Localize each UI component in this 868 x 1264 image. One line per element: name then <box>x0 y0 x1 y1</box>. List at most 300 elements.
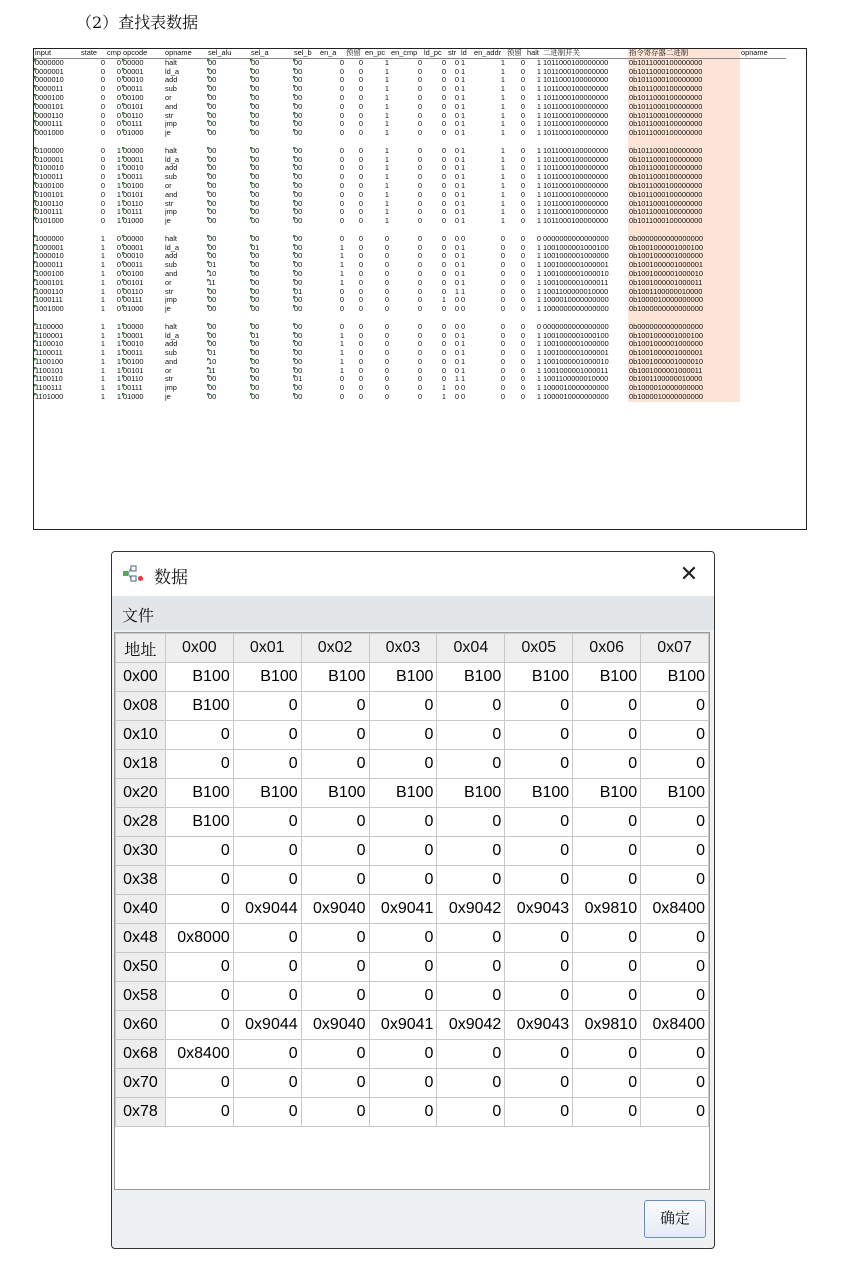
sheet-cell[interactable]: 00 <box>250 349 293 358</box>
sheet-cell[interactable]: 0b1011000100000000 <box>628 217 740 226</box>
memory-value-cell[interactable]: B100 <box>641 779 709 808</box>
sheet-cell[interactable]: 0 <box>454 349 459 358</box>
sheet-cell[interactable] <box>473 314 506 323</box>
sheet-cell[interactable]: 1 <box>460 287 466 296</box>
sheet-cell[interactable]: 1 <box>116 349 121 358</box>
sheet-cell[interactable]: 0 <box>500 357 505 366</box>
sheet-cell[interactable]: 0 <box>454 164 459 173</box>
sheet-cell[interactable]: 0 <box>417 340 422 349</box>
sheet-cell[interactable]: 1100011 <box>34 349 80 358</box>
sheet-cell[interactable]: 00 <box>293 191 319 200</box>
sheet-cell[interactable]: 0 <box>358 102 363 111</box>
sheet-cell[interactable]: 00000 <box>122 235 164 244</box>
sheet-cell[interactable]: 1011000100000000 <box>542 93 609 102</box>
sheet-cell[interactable]: and <box>164 102 178 111</box>
sheet-cell[interactable]: 00 <box>250 305 293 314</box>
sheet-cell[interactable]: 0 <box>358 305 363 314</box>
sheet-cell[interactable]: 1 <box>116 393 121 402</box>
sheet-cell[interactable] <box>122 226 164 235</box>
sheet-cell[interactable]: 1 <box>384 190 389 199</box>
sheet-cell[interactable]: 0 <box>116 67 121 76</box>
sheet-cell[interactable]: 0 <box>441 375 446 384</box>
sheet-cell[interactable]: halt <box>164 146 177 155</box>
memory-value-cell[interactable]: 0 <box>301 1069 369 1098</box>
sheet-cell[interactable]: 1011000100000000 <box>542 67 609 76</box>
sheet-cell[interactable]: 0 <box>454 111 459 120</box>
sheet-cell[interactable]: 00 <box>250 120 293 129</box>
sheet-cell[interactable]: 0 <box>417 76 422 85</box>
sheet-cell[interactable]: 00111 <box>122 120 164 129</box>
sheet-cell[interactable] <box>460 314 473 323</box>
sheet-cell[interactable]: 0 <box>520 366 525 375</box>
sheet-cell[interactable]: 0 <box>358 164 363 173</box>
sheet-cell[interactable]: 1 <box>460 93 466 102</box>
sheet-cell[interactable]: 00 <box>250 182 293 191</box>
sheet-cell[interactable]: 00 <box>293 270 319 279</box>
memory-value-cell[interactable]: 0 <box>505 721 573 750</box>
sheet-cell[interactable]: 1 <box>384 173 389 182</box>
sheet-cell[interactable]: 1001000001000001 <box>542 349 609 358</box>
sheet-cell[interactable]: 0 <box>358 67 363 76</box>
sheet-cell[interactable]: 0 <box>358 366 363 375</box>
memory-value-cell[interactable]: B100 <box>233 663 301 692</box>
sheet-cell[interactable]: 1100110 <box>34 375 80 384</box>
sheet-cell[interactable]: 0 <box>417 155 422 164</box>
sheet-cell[interactable]: 00 <box>293 305 319 314</box>
sheet-cell[interactable]: 0 <box>339 76 344 85</box>
close-icon[interactable]: ✕ <box>679 561 699 586</box>
memory-value-cell[interactable]: 0 <box>641 721 709 750</box>
sheet-cell[interactable]: 1 <box>500 93 505 102</box>
sheet-cell[interactable]: 0b0000000000000000 <box>628 235 740 244</box>
offset-column-header[interactable]: 0x01 <box>233 634 301 663</box>
sheet-cell[interactable]: 0 <box>384 384 389 393</box>
sheet-cell[interactable]: 1 <box>536 287 541 296</box>
sheet-cell[interactable]: 0 <box>358 322 363 331</box>
sheet-cell[interactable]: 0 <box>358 173 363 182</box>
sheet-cell[interactable]: 0 <box>358 296 363 305</box>
sheet-cell[interactable]: 0 <box>417 366 422 375</box>
sheet-cell[interactable]: 00111 <box>122 208 164 217</box>
sheet-cell[interactable]: 1 <box>460 190 466 199</box>
sheet-cell[interactable]: 00 <box>250 279 293 288</box>
sheet-cell[interactable]: 1 <box>116 155 121 164</box>
sheet-header-cell[interactable]: ld_pc <box>423 49 447 58</box>
sheet-cell[interactable]: 0 <box>500 269 505 278</box>
sheet-cell[interactable]: 0 <box>520 234 525 243</box>
sheet-cell[interactable]: 0 <box>116 261 121 270</box>
sheet-cell[interactable]: 1 <box>100 331 105 340</box>
sheet-cell[interactable] <box>740 279 786 288</box>
sheet-cell[interactable]: 1 <box>454 375 459 384</box>
sheet-cell[interactable]: 1 <box>460 366 466 375</box>
sheet-cell[interactable]: 1 <box>441 393 446 402</box>
sheet-cell[interactable]: 1 <box>500 111 505 120</box>
sheet-cell[interactable]: ld_a <box>164 155 179 164</box>
memory-value-cell[interactable]: 0 <box>369 866 437 895</box>
sheet-cell[interactable] <box>740 217 786 226</box>
sheet-cell[interactable]: 0 <box>358 76 363 85</box>
memory-value-cell[interactable]: 0 <box>573 1069 641 1098</box>
sheet-cell[interactable]: 00 <box>293 235 319 244</box>
sheet-cell[interactable]: 0 <box>520 102 525 111</box>
sheet-cell[interactable]: 0 <box>441 120 446 129</box>
sheet-cell[interactable]: 00 <box>250 173 293 182</box>
sheet-cell[interactable]: 0 <box>100 129 105 138</box>
sheet-cell[interactable]: 0 <box>339 181 344 190</box>
sheet-cell[interactable]: 0000101 <box>34 103 80 112</box>
sheet-cell[interactable] <box>250 226 293 235</box>
sheet-cell[interactable] <box>542 314 628 323</box>
sheet-cell[interactable]: 00101 <box>122 191 164 200</box>
memory-value-cell[interactable]: 0 <box>165 721 233 750</box>
sheet-cell[interactable]: 00100 <box>122 270 164 279</box>
sheet-cell[interactable]: 1001000001000000 <box>542 252 609 261</box>
sheet-cell[interactable] <box>34 226 80 235</box>
sheet-cell[interactable] <box>740 349 786 358</box>
sheet-cell[interactable]: 0 <box>358 146 363 155</box>
sheet-cell[interactable] <box>473 226 506 235</box>
sheet-cell[interactable] <box>80 226 106 235</box>
sheet-cell[interactable] <box>506 314 526 323</box>
memory-value-cell[interactable]: 0 <box>573 808 641 837</box>
sheet-cell[interactable]: 1 <box>384 58 389 67</box>
sheet-cell[interactable]: 00 <box>207 208 250 217</box>
sheet-cell[interactable]: 0 <box>520 296 525 305</box>
sheet-cell[interactable] <box>106 314 122 323</box>
sheet-cell[interactable]: 1 <box>460 199 466 208</box>
sheet-cell[interactable]: 00001 <box>122 156 164 165</box>
sheet-cell[interactable]: 0 <box>441 102 446 111</box>
sheet-cell[interactable]: 0 <box>454 331 459 340</box>
sheet-cell[interactable]: 0 <box>520 287 525 296</box>
sheet-header-cell[interactable]: halt <box>526 49 542 58</box>
sheet-cell[interactable]: 0 <box>441 278 446 287</box>
sheet-cell[interactable]: 1000001 <box>34 244 80 253</box>
memory-value-cell[interactable]: 0x9044 <box>233 1011 301 1040</box>
sheet-cell[interactable]: 1 <box>500 102 505 111</box>
sheet-cell[interactable]: 00011 <box>122 85 164 94</box>
memory-value-cell[interactable]: 0x8400 <box>165 1040 233 1069</box>
memory-value-cell[interactable]: 0 <box>505 837 573 866</box>
memory-value-cell[interactable]: 0x9041 <box>369 1011 437 1040</box>
sheet-cell[interactable]: 00 <box>293 58 319 67</box>
sheet-cell[interactable]: 0 <box>441 129 446 138</box>
sheet-cell[interactable]: 01000 <box>122 217 164 226</box>
sheet-cell[interactable]: 00 <box>207 156 250 165</box>
sheet-cell[interactable]: 00 <box>250 156 293 165</box>
sheet-cell[interactable]: 1 <box>500 173 505 182</box>
sheet-cell[interactable]: 00 <box>250 235 293 244</box>
sheet-cell[interactable]: or <box>164 93 172 102</box>
memory-value-cell[interactable]: 0 <box>437 1069 505 1098</box>
memory-value-cell[interactable]: 0 <box>505 1098 573 1127</box>
sheet-cell[interactable]: 00 <box>293 217 319 226</box>
sheet-cell[interactable] <box>250 138 293 147</box>
memory-value-cell[interactable]: 0 <box>301 1040 369 1069</box>
sheet-cell[interactable]: 0 <box>417 208 422 217</box>
sheet-cell[interactable]: 01 <box>250 244 293 253</box>
sheet-cell[interactable]: 1 <box>460 375 466 384</box>
sheet-cell[interactable]: 0 <box>339 305 344 314</box>
sheet-cell[interactable]: 0 <box>358 287 363 296</box>
sheet-cell[interactable] <box>740 375 786 384</box>
sheet-cell[interactable]: 00 <box>207 94 250 103</box>
sheet-cell[interactable]: 0b1001000001000000 <box>628 340 740 349</box>
menu-file[interactable]: 文件 <box>122 608 155 625</box>
sheet-cell[interactable] <box>628 138 740 147</box>
memory-value-cell[interactable]: 0 <box>573 982 641 1011</box>
sheet-cell[interactable]: 00 <box>293 349 319 358</box>
sheet-cell[interactable]: 00 <box>207 58 250 67</box>
sheet-cell[interactable]: 01000 <box>122 129 164 138</box>
sheet-cell[interactable]: 1001000001000010 <box>542 357 609 366</box>
sheet-cell[interactable]: 0 <box>454 261 459 270</box>
sheet-cell[interactable]: 00 <box>207 288 250 297</box>
memory-value-cell[interactable]: 0 <box>437 1040 505 1069</box>
sheet-cell[interactable]: 0 <box>339 234 344 243</box>
sheet-cell[interactable]: 1 <box>460 357 466 366</box>
sheet-cell[interactable] <box>740 314 786 323</box>
sheet-header-cell[interactable]: 二进制开关 <box>542 49 628 58</box>
sheet-cell[interactable]: 1 <box>384 93 389 102</box>
sheet-cell[interactable]: 00 <box>207 112 250 121</box>
sheet-cell[interactable]: jmp <box>164 296 177 305</box>
sheet-cell[interactable]: 1000011 <box>34 261 80 270</box>
sheet-cell[interactable]: 1000010000000000 <box>542 296 609 305</box>
sheet-cell[interactable]: sub <box>164 85 177 94</box>
memory-value-cell[interactable]: 0 <box>233 837 301 866</box>
sheet-cell[interactable]: 1000111 <box>34 296 80 305</box>
sheet-cell[interactable]: 1 <box>460 331 466 340</box>
sheet-cell[interactable] <box>740 129 786 138</box>
memory-value-cell[interactable]: 0 <box>573 721 641 750</box>
sheet-cell[interactable]: 0 <box>454 234 459 243</box>
sheet-cell[interactable]: 1 <box>536 252 541 261</box>
sheet-cell[interactable]: and <box>164 357 178 366</box>
sheet-cell[interactable]: 0 <box>500 366 505 375</box>
sheet-cell[interactable] <box>293 226 319 235</box>
sheet-cell[interactable]: 00 <box>207 200 250 209</box>
sheet-cell[interactable]: 1 <box>536 243 541 252</box>
sheet-cell[interactable]: 0 <box>520 322 525 331</box>
sheet-cell[interactable]: 0 <box>454 322 459 331</box>
sheet-cell[interactable]: 0 <box>384 261 389 270</box>
sheet-cell[interactable]: 0 <box>460 305 466 314</box>
sheet-cell[interactable]: 0 <box>358 349 363 358</box>
sheet-cell[interactable]: 0 <box>520 217 525 226</box>
sheet-cell[interactable]: 0 <box>339 199 344 208</box>
sheet-cell[interactable]: 0 <box>500 331 505 340</box>
sheet-cell[interactable]: 1 <box>100 261 105 270</box>
sheet-cell[interactable]: 0 <box>417 234 422 243</box>
sheet-cell[interactable]: 00 <box>250 340 293 349</box>
sheet-cell[interactable]: 1 <box>116 208 121 217</box>
memory-value-cell[interactable]: 0 <box>641 1040 709 1069</box>
memory-value-cell[interactable]: B100 <box>301 663 369 692</box>
memory-value-cell[interactable]: 0 <box>301 721 369 750</box>
sheet-cell[interactable]: 1 <box>384 155 389 164</box>
sheet-cell[interactable]: 0 <box>454 278 459 287</box>
sheet-cell[interactable]: 00010 <box>122 164 164 173</box>
memory-value-cell[interactable]: 0 <box>641 808 709 837</box>
sheet-cell[interactable]: 0 <box>417 164 422 173</box>
sheet-cell[interactable]: 0 <box>454 217 459 226</box>
sheet-cell[interactable]: 11 <box>207 279 250 288</box>
sheet-cell[interactable]: 1 <box>536 296 541 305</box>
sheet-cell[interactable]: 00 <box>250 147 293 156</box>
sheet-cell[interactable]: 0 <box>500 322 505 331</box>
sheet-cell[interactable]: 1011000100000000 <box>542 85 609 94</box>
sheet-cell[interactable]: 0 <box>384 287 389 296</box>
sheet-cell[interactable]: 00 <box>250 200 293 209</box>
sheet-cell[interactable]: 0 <box>384 296 389 305</box>
sheet-cell[interactable]: 0b1011000100000000 <box>628 191 740 200</box>
memory-value-cell[interactable]: 0 <box>165 750 233 779</box>
sheet-cell[interactable] <box>106 226 122 235</box>
sheet-cell[interactable]: 0 <box>384 375 389 384</box>
sheet-cell[interactable]: 00 <box>293 358 319 367</box>
sheet-cell[interactable]: 1 <box>384 146 389 155</box>
sheet-cell[interactable]: 1100010 <box>34 340 80 349</box>
sheet-cell[interactable]: 00 <box>250 103 293 112</box>
sheet-cell[interactable]: 1011000100000000 <box>542 129 609 138</box>
sheet-cell[interactable]: 0 <box>441 243 446 252</box>
sheet-cell[interactable]: 1100100 <box>34 358 80 367</box>
memory-value-cell[interactable]: 0 <box>641 692 709 721</box>
sheet-cell[interactable]: 1 <box>116 190 121 199</box>
sheet-cell[interactable]: 0 <box>116 305 121 314</box>
sheet-cell[interactable]: 1 <box>500 208 505 217</box>
memory-value-cell[interactable]: 0 <box>369 837 437 866</box>
sheet-cell[interactable]: 0 <box>460 384 466 393</box>
memory-value-cell[interactable]: 0 <box>369 924 437 953</box>
sheet-cell[interactable] <box>628 226 740 235</box>
memory-value-cell[interactable]: B100 <box>301 779 369 808</box>
sheet-cell[interactable]: sub <box>164 261 177 270</box>
sheet-cell[interactable]: 1 <box>100 243 105 252</box>
sheet-cell[interactable]: 00000 <box>122 323 164 332</box>
sheet-cell[interactable]: 1 <box>536 93 541 102</box>
sheet-cell[interactable]: 1 <box>460 243 466 252</box>
sheet-cell[interactable] <box>740 68 786 77</box>
memory-value-cell[interactable]: 0 <box>369 953 437 982</box>
sheet-cell[interactable]: halt <box>164 234 177 243</box>
sheet-cell[interactable]: 00110 <box>122 288 164 297</box>
sheet-cell[interactable]: 1011000100000000 <box>542 58 609 67</box>
sheet-cell[interactable]: 0100000 <box>34 147 80 156</box>
sheet-cell[interactable]: 1 <box>536 269 541 278</box>
sheet-cell[interactable]: 0 <box>417 393 422 402</box>
sheet-cell[interactable]: 0 <box>100 164 105 173</box>
sheet-header-cell[interactable]: sel_b <box>293 49 319 58</box>
address-column-header[interactable]: 地址 <box>116 634 166 663</box>
sheet-cell[interactable]: 00101 <box>122 367 164 376</box>
sheet-cell[interactable]: 0 <box>384 366 389 375</box>
sheet-cell[interactable]: 0b1011000100000000 <box>628 68 740 77</box>
sheet-cell[interactable]: ld_a <box>164 331 179 340</box>
sheet-cell[interactable]: 0 <box>520 393 525 402</box>
sheet-cell[interactable]: 0 <box>454 252 459 261</box>
sheet-cell[interactable]: 00010 <box>122 340 164 349</box>
sheet-cell[interactable]: 1 <box>536 67 541 76</box>
sheet-cell[interactable]: 0 <box>536 322 541 331</box>
sheet-cell[interactable]: 0 <box>358 384 363 393</box>
sheet-cell[interactable]: 1 <box>100 384 105 393</box>
sheet-cell[interactable]: 0 <box>417 120 422 129</box>
sheet-cell[interactable]: 0 <box>417 261 422 270</box>
memory-value-cell[interactable]: 0 <box>573 750 641 779</box>
sheet-cell[interactable]: 1 <box>339 331 344 340</box>
sheet-cell[interactable]: 1 <box>460 85 466 94</box>
sheet-cell[interactable]: 0 <box>417 331 422 340</box>
memory-value-cell[interactable]: 0x8400 <box>641 895 709 924</box>
sheet-cell[interactable]: 00 <box>207 129 250 138</box>
sheet-cell[interactable]: 0b1000010000000000 <box>628 384 740 393</box>
sheet-cell[interactable]: jmp <box>164 384 177 393</box>
sheet-cell[interactable]: str <box>164 375 174 384</box>
sheet-cell[interactable]: 00 <box>207 244 250 253</box>
memory-value-cell[interactable]: 0 <box>437 982 505 1011</box>
sheet-cell[interactable]: 0 <box>358 85 363 94</box>
sheet-header-cell[interactable]: opname <box>740 49 786 58</box>
sheet-cell[interactable]: 00 <box>207 323 250 332</box>
sheet-cell[interactable]: 0 <box>100 199 105 208</box>
sheet-cell[interactable]: 1 <box>339 340 344 349</box>
sheet-cell[interactable]: 0 <box>417 243 422 252</box>
memory-value-cell[interactable]: 0 <box>233 953 301 982</box>
memory-value-cell[interactable]: 0x9810 <box>573 1011 641 1040</box>
sheet-cell[interactable]: 1001000001000000 <box>542 340 609 349</box>
sheet-cell[interactable]: 0b1011000100000000 <box>628 120 740 129</box>
sheet-cell[interactable]: 0 <box>520 252 525 261</box>
memory-value-cell[interactable]: 0 <box>233 750 301 779</box>
sheet-cell[interactable]: 0b0000000000000000 <box>628 323 740 332</box>
memory-value-cell[interactable]: 0 <box>437 953 505 982</box>
sheet-cell[interactable]: 1011000100000000 <box>542 190 609 199</box>
sheet-cell[interactable]: 0 <box>100 58 105 67</box>
sheet-header-cell[interactable]: en_cmp <box>390 49 423 58</box>
sheet-cell[interactable]: 1 <box>460 269 466 278</box>
sheet-cell[interactable]: 1 <box>441 296 446 305</box>
memory-value-cell[interactable]: 0 <box>369 1069 437 1098</box>
sheet-cell[interactable]: 0b1011000100000000 <box>628 182 740 191</box>
sheet-cell[interactable] <box>740 191 786 200</box>
sheet-cell[interactable]: 00100 <box>122 358 164 367</box>
sheet-cell[interactable]: 1 <box>100 287 105 296</box>
sheet-cell[interactable] <box>740 173 786 182</box>
sheet-cell[interactable]: 0 <box>500 278 505 287</box>
sheet-cell[interactable]: 00 <box>293 68 319 77</box>
sheet-cell[interactable]: 0 <box>520 305 525 314</box>
sheet-cell[interactable]: 1000110 <box>34 288 80 297</box>
sheet-cell[interactable]: 1 <box>384 120 389 129</box>
sheet-cell[interactable] <box>740 226 786 235</box>
memory-value-cell[interactable]: 0 <box>301 808 369 837</box>
sheet-cell[interactable] <box>80 314 106 323</box>
sheet-cell[interactable]: 1 <box>536 173 541 182</box>
sheet-cell[interactable]: 1 <box>536 199 541 208</box>
sheet-cell[interactable] <box>164 226 207 235</box>
sheet-cell[interactable]: 0b1011000100000000 <box>628 173 740 182</box>
sheet-cell[interactable]: 0 <box>116 269 121 278</box>
sheet-cell[interactable]: 0 <box>441 234 446 243</box>
sheet-cell[interactable]: 0 <box>339 102 344 111</box>
sheet-cell[interactable]: 0 <box>460 393 466 402</box>
sheet-header-cell[interactable]: ld <box>460 49 473 58</box>
sheet-cell[interactable]: 1 <box>536 305 541 314</box>
sheet-cell[interactable]: je <box>164 129 171 138</box>
